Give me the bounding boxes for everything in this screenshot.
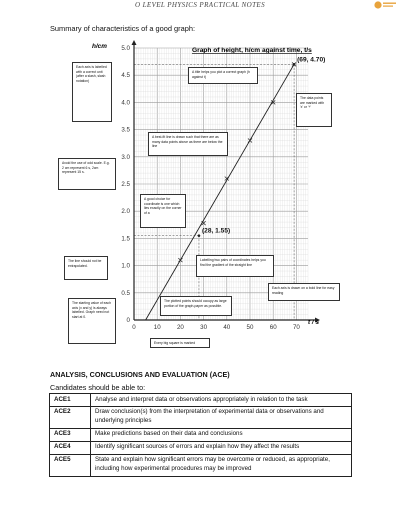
x-tick-label: 0 bbox=[132, 324, 136, 331]
table-row bbox=[50, 428, 352, 441]
y-tick-label: 3.5 bbox=[121, 126, 130, 134]
callout-not-extrapolated: The line should not be extrapolated. bbox=[64, 256, 108, 280]
y-tick-label: 4.5 bbox=[121, 72, 130, 80]
x-tick-label: 30 bbox=[200, 324, 208, 331]
table-row bbox=[50, 441, 352, 454]
y-tick-label: 5.0 bbox=[121, 45, 130, 52]
y-axis-arrow-icon bbox=[132, 40, 137, 45]
ace-description: Identify significant sources of errors and explain how they affect the results bbox=[91, 441, 352, 454]
callout-two-pairs: Labelling two pairs of coordinates helps you find the gradient of the straight line bbox=[196, 255, 274, 277]
ace-code: ACE3 bbox=[50, 428, 91, 441]
ace-description: Make predictions based on their data and conclusions bbox=[91, 428, 352, 441]
callout-large-portion: The plotted points should occupy as large portion of the graph-paper as possible. bbox=[160, 296, 232, 316]
x-axis-label: t / s bbox=[308, 319, 320, 326]
ace-code: ACE1 bbox=[50, 394, 91, 407]
ace-table bbox=[49, 393, 352, 477]
x-tick-label: 20 bbox=[176, 324, 184, 331]
grid-lines bbox=[134, 48, 308, 320]
ace-code: ACE4 bbox=[50, 441, 91, 454]
y-axis-label: h/cm bbox=[92, 43, 107, 50]
callout-good-choice: A good choice for coordinate is one which lies exactly on the corner of a bbox=[140, 194, 186, 228]
publisher-logo-icon bbox=[372, 0, 398, 10]
ace-description: Draw conclusion(s) from the interpretation of experimental data or observations and underlying principles bbox=[91, 406, 352, 428]
callout-data-points: The data points are marked with 'x' or '+' bbox=[296, 93, 332, 127]
x-tick-label: 70 bbox=[292, 324, 300, 331]
section-heading: ANALYSIS, CONCLUSIONS AND EVALUATION (ACE) bbox=[50, 370, 230, 379]
coordinate-label: (28, 1.55) bbox=[201, 227, 231, 235]
section-subheading: Candidates should be able to: bbox=[50, 383, 146, 392]
callout-best-fit: A best-fit line is drawn such that there are as many data points above as there are below the line bbox=[148, 132, 228, 156]
y-tick-label: 0 bbox=[126, 317, 130, 324]
coordinate-label: (69, 4.70) bbox=[297, 56, 326, 64]
callout-bold-line: Each axis is drawn on a bold line for easy reading bbox=[268, 283, 340, 301]
x-tick-label: 10 bbox=[153, 324, 161, 331]
ace-code: ACE5 bbox=[50, 454, 91, 476]
y-tick-label: 3.0 bbox=[121, 153, 130, 161]
callout-big-square: Every big square is marked bbox=[150, 338, 210, 348]
summary-text: Summary of characteristics of a good graph: bbox=[50, 24, 196, 33]
callout-odd-scale: Avoid the use of odd scale. E.g. 2 cm represent 6 s, 2cm represent 15 s. bbox=[58, 158, 116, 190]
page-header-title: O LEVEL PHYSICS PRACTICAL NOTES bbox=[135, 1, 265, 9]
y-tick-label: 2.0 bbox=[121, 208, 130, 216]
y-tick-label: 1.0 bbox=[121, 262, 130, 270]
y-tick-label: 0.5 bbox=[121, 289, 130, 297]
ace-description: State and explain how significant errors may be overcome or reduced, as appropriate, including how experimental procedures may be improved bbox=[91, 454, 352, 476]
callout-title: A title helps you plot a correct graph (h against t) bbox=[188, 67, 258, 84]
y-tick-label: 4.0 bbox=[121, 99, 130, 107]
table-row bbox=[50, 406, 352, 428]
table-row bbox=[50, 394, 352, 407]
table-row bbox=[50, 454, 352, 476]
y-tick-label: 2.5 bbox=[121, 181, 130, 188]
x-tick-label: 50 bbox=[246, 324, 254, 331]
ace-description: Analyse and interpret data or observations appropriately in relation to the task bbox=[91, 394, 352, 407]
callout-starting-value: The starting value of each axis (x and y) is always labelled. Graph need not start at 0. bbox=[68, 298, 116, 344]
chart-title: Graph of height, h/cm against time, t/s bbox=[192, 47, 312, 54]
x-tick-label: 60 bbox=[269, 324, 277, 331]
y-tick-label: 1.5 bbox=[121, 235, 130, 243]
callout-axis-labels: Each axis is labelled with a correct unit (after a slash, slash notation) bbox=[72, 62, 112, 122]
graph-area bbox=[50, 36, 350, 356]
ace-code: ACE2 bbox=[50, 406, 91, 428]
x-tick-label: 40 bbox=[223, 324, 231, 331]
